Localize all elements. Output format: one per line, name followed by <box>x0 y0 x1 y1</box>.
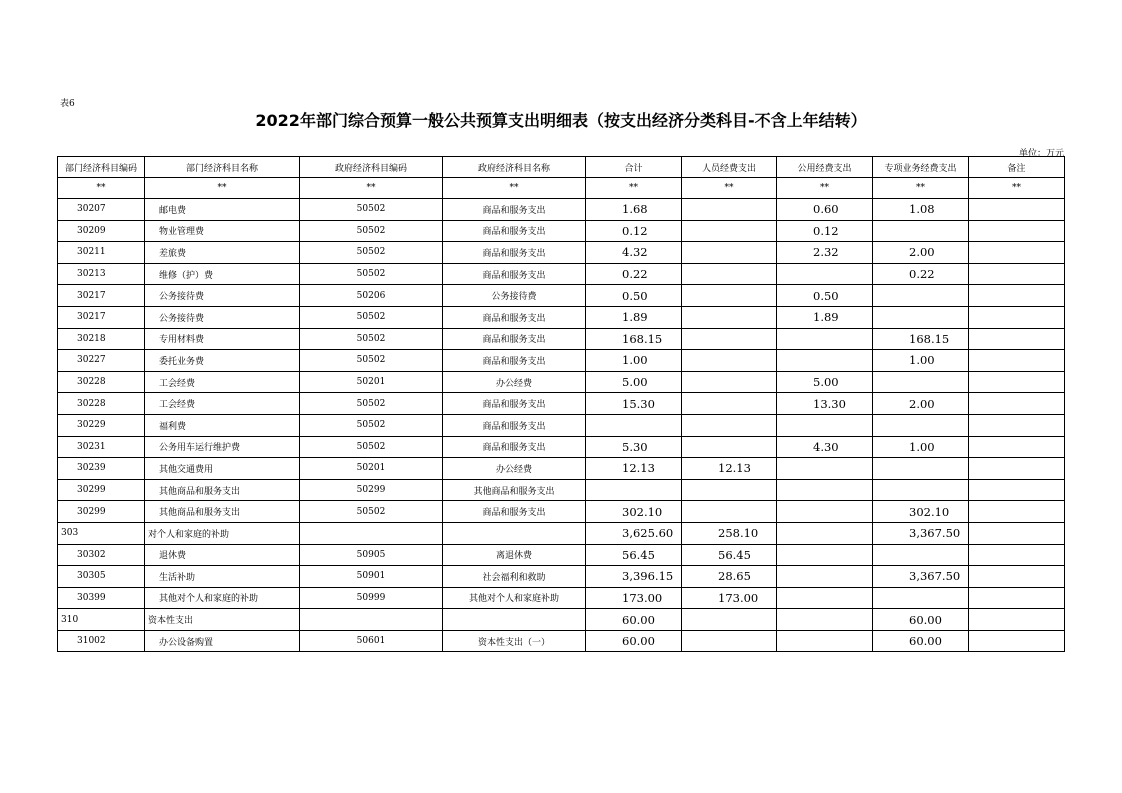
special-cell <box>873 414 969 436</box>
code-cell: 30229 <box>58 414 145 436</box>
remark-cell <box>969 242 1065 264</box>
remark-cell <box>969 350 1065 372</box>
gov-name-cell: 商品和服务支出 <box>443 501 586 523</box>
public-cell <box>777 566 873 588</box>
remark-cell <box>969 630 1065 652</box>
header-cell: 政府经济科目名称 <box>443 157 586 178</box>
personnel-cell <box>682 479 777 501</box>
remark-cell <box>969 414 1065 436</box>
personnel-cell: 56.45 <box>682 544 777 566</box>
gov-name-cell: 商品和服务支出 <box>443 414 586 436</box>
gov-name-cell: 商品和服务支出 <box>443 436 586 458</box>
budget-table <box>57 156 1065 652</box>
public-cell <box>777 263 873 285</box>
header-cell: 政府经济科目编码 <box>300 157 443 178</box>
name-cell: 对个人和家庭的补助 <box>145 522 300 544</box>
special-cell: 1.08 <box>873 199 969 221</box>
special-cell <box>873 371 969 393</box>
remark-cell <box>969 393 1065 415</box>
special-cell <box>873 544 969 566</box>
remark-cell <box>969 544 1065 566</box>
code-cell: 30207 <box>58 199 145 221</box>
remark-cell <box>969 458 1065 480</box>
name-cell: 差旅费 <box>145 242 300 264</box>
public-cell <box>777 609 873 631</box>
public-cell: 0.50 <box>777 285 873 307</box>
code-cell: 310 <box>58 609 145 631</box>
gov-name-cell: 商品和服务支出 <box>443 220 586 242</box>
total-cell: 60.00 <box>586 630 682 652</box>
total-cell: 15.30 <box>586 393 682 415</box>
table-row <box>58 458 1065 480</box>
name-cell: 专用材料费 <box>145 328 300 350</box>
gov-code-cell <box>300 609 443 631</box>
code-cell: 30228 <box>58 393 145 415</box>
gov-name-cell: 社会福利和救助 <box>443 566 586 588</box>
name-cell: 公务接待费 <box>145 285 300 307</box>
personnel-cell <box>682 220 777 242</box>
total-cell: 5.30 <box>586 436 682 458</box>
personnel-cell <box>682 371 777 393</box>
gov-name-cell: 商品和服务支出 <box>443 393 586 415</box>
total-cell: 3,625.60 <box>586 522 682 544</box>
remark-cell <box>969 609 1065 631</box>
gov-code-cell: 50299 <box>300 479 443 501</box>
special-cell <box>873 587 969 609</box>
header-row <box>58 157 1065 178</box>
name-cell: 委托业务费 <box>145 350 300 372</box>
public-cell: 13.30 <box>777 393 873 415</box>
table-row <box>58 630 1065 652</box>
total-cell: 12.13 <box>586 458 682 480</box>
marker-cell: ** <box>443 178 586 199</box>
table-row <box>58 501 1065 523</box>
gov-name-cell: 其他商品和服务支出 <box>443 479 586 501</box>
name-cell: 其他商品和服务支出 <box>145 479 300 501</box>
gov-code-cell: 50502 <box>300 199 443 221</box>
code-cell: 30217 <box>58 285 145 307</box>
personnel-cell <box>682 436 777 458</box>
name-cell: 工会经费 <box>145 371 300 393</box>
marker-cell: ** <box>145 178 300 199</box>
header-cell: 部门经济科目编码 <box>58 157 145 178</box>
total-cell: 168.15 <box>586 328 682 350</box>
gov-code-cell: 50502 <box>300 220 443 242</box>
gov-name-cell: 其他对个人和家庭补助 <box>443 587 586 609</box>
special-cell: 3,367.50 <box>873 566 969 588</box>
code-cell: 30231 <box>58 436 145 458</box>
special-cell <box>873 458 969 480</box>
gov-code-cell: 50502 <box>300 306 443 328</box>
personnel-cell <box>682 414 777 436</box>
table-row <box>58 306 1065 328</box>
public-cell: 2.32 <box>777 242 873 264</box>
code-cell: 30228 <box>58 371 145 393</box>
table-row <box>58 285 1065 307</box>
personnel-cell: 173.00 <box>682 587 777 609</box>
code-cell: 30399 <box>58 587 145 609</box>
special-cell: 302.10 <box>873 501 969 523</box>
total-cell: 1.68 <box>586 199 682 221</box>
personnel-cell <box>682 199 777 221</box>
remark-cell <box>969 220 1065 242</box>
table-group-row <box>58 609 1065 631</box>
table-row <box>58 436 1065 458</box>
gov-name-cell <box>443 609 586 631</box>
personnel-cell <box>682 393 777 415</box>
personnel-cell: 28.65 <box>682 566 777 588</box>
code-cell: 30299 <box>58 479 145 501</box>
code-cell: 30227 <box>58 350 145 372</box>
name-cell: 公务接待费 <box>145 306 300 328</box>
public-cell: 1.89 <box>777 306 873 328</box>
gov-code-cell: 50502 <box>300 350 443 372</box>
total-cell: 1.00 <box>586 350 682 372</box>
gov-code-cell: 50201 <box>300 458 443 480</box>
name-cell: 福利费 <box>145 414 300 436</box>
gov-code-cell: 50601 <box>300 630 443 652</box>
personnel-cell <box>682 501 777 523</box>
gov-name-cell: 资本性支出（一） <box>443 630 586 652</box>
remark-cell <box>969 566 1065 588</box>
remark-cell <box>969 501 1065 523</box>
remark-cell <box>969 263 1065 285</box>
gov-name-cell: 办公经费 <box>443 458 586 480</box>
special-cell <box>873 306 969 328</box>
personnel-cell <box>682 350 777 372</box>
gov-name-cell: 商品和服务支出 <box>443 328 586 350</box>
remark-cell <box>969 436 1065 458</box>
table-row <box>58 220 1065 242</box>
gov-code-cell: 50901 <box>300 566 443 588</box>
code-cell: 303 <box>58 522 145 544</box>
gov-name-cell: 离退休费 <box>443 544 586 566</box>
name-cell: 其他商品和服务支出 <box>145 501 300 523</box>
gov-code-cell <box>300 522 443 544</box>
public-cell <box>777 630 873 652</box>
code-cell: 30299 <box>58 501 145 523</box>
table-row <box>58 393 1065 415</box>
public-cell <box>777 501 873 523</box>
header-cell: 人员经费支出 <box>682 157 777 178</box>
code-cell: 30213 <box>58 263 145 285</box>
total-cell: 302.10 <box>586 501 682 523</box>
table-row <box>58 350 1065 372</box>
remark-cell <box>969 199 1065 221</box>
table-row <box>58 199 1065 221</box>
public-cell: 4.30 <box>777 436 873 458</box>
gov-code-cell: 50201 <box>300 371 443 393</box>
total-cell: 1.89 <box>586 306 682 328</box>
gov-code-cell: 50999 <box>300 587 443 609</box>
code-cell: 31002 <box>58 630 145 652</box>
name-cell: 公务用车运行维护费 <box>145 436 300 458</box>
name-cell: 物业管理费 <box>145 220 300 242</box>
marker-cell: ** <box>777 178 873 199</box>
special-cell <box>873 479 969 501</box>
personnel-cell <box>682 630 777 652</box>
gov-code-cell: 50502 <box>300 242 443 264</box>
name-cell: 工会经费 <box>145 393 300 415</box>
special-cell: 2.00 <box>873 393 969 415</box>
gov-code-cell: 50502 <box>300 328 443 350</box>
special-cell: 0.22 <box>873 263 969 285</box>
header-cell: 部门经济科目名称 <box>145 157 300 178</box>
code-cell: 30218 <box>58 328 145 350</box>
remark-cell <box>969 285 1065 307</box>
public-cell: 5.00 <box>777 371 873 393</box>
gov-name-cell: 商品和服务支出 <box>443 199 586 221</box>
name-cell: 邮电费 <box>145 199 300 221</box>
code-cell: 30211 <box>58 242 145 264</box>
header-cell: 专项业务经费支出 <box>873 157 969 178</box>
public-cell <box>777 479 873 501</box>
total-cell: 173.00 <box>586 587 682 609</box>
special-cell: 60.00 <box>873 630 969 652</box>
public-cell <box>777 458 873 480</box>
personnel-cell <box>682 242 777 264</box>
public-cell <box>777 414 873 436</box>
public-cell <box>777 544 873 566</box>
special-cell: 3,367.50 <box>873 522 969 544</box>
gov-name-cell: 商品和服务支出 <box>443 350 586 372</box>
personnel-cell <box>682 328 777 350</box>
gov-code-cell: 50502 <box>300 414 443 436</box>
marker-cell: ** <box>586 178 682 199</box>
public-cell <box>777 328 873 350</box>
special-cell: 1.00 <box>873 436 969 458</box>
header-cell: 备注 <box>969 157 1065 178</box>
gov-name-cell <box>443 522 586 544</box>
public-cell <box>777 587 873 609</box>
special-cell: 60.00 <box>873 609 969 631</box>
special-cell <box>873 220 969 242</box>
personnel-cell: 12.13 <box>682 458 777 480</box>
name-cell: 其他对个人和家庭的补助 <box>145 587 300 609</box>
total-cell: 5.00 <box>586 371 682 393</box>
name-cell: 办公设备购置 <box>145 630 300 652</box>
table-row <box>58 242 1065 264</box>
gov-code-cell: 50502 <box>300 436 443 458</box>
marker-cell: ** <box>58 178 145 199</box>
special-cell: 2.00 <box>873 242 969 264</box>
remark-cell <box>969 479 1065 501</box>
total-cell: 60.00 <box>586 609 682 631</box>
marker-cell: ** <box>969 178 1065 199</box>
special-cell: 1.00 <box>873 350 969 372</box>
name-cell: 退休费 <box>145 544 300 566</box>
code-cell: 30239 <box>58 458 145 480</box>
code-cell: 30305 <box>58 566 145 588</box>
gov-name-cell: 办公经费 <box>443 371 586 393</box>
total-cell: 4.32 <box>586 242 682 264</box>
marker-row <box>58 178 1065 199</box>
total-cell <box>586 479 682 501</box>
public-cell: 0.12 <box>777 220 873 242</box>
special-cell <box>873 285 969 307</box>
gov-name-cell: 商品和服务支出 <box>443 306 586 328</box>
total-cell: 0.22 <box>586 263 682 285</box>
personnel-cell <box>682 285 777 307</box>
special-cell: 168.15 <box>873 328 969 350</box>
gov-name-cell: 商品和服务支出 <box>443 242 586 264</box>
public-cell: 0.60 <box>777 199 873 221</box>
remark-cell <box>969 306 1065 328</box>
unit-label: 单位：万元 <box>1018 149 1064 159</box>
gov-code-cell: 50905 <box>300 544 443 566</box>
table-row <box>58 414 1065 436</box>
page-title: 2022年部门综合预算一般公共预算支出明细表（按支出经济分类科目-不含上年结转） <box>255 111 867 130</box>
gov-name-cell: 商品和服务支出 <box>443 263 586 285</box>
remark-cell <box>969 522 1065 544</box>
name-cell: 其他交通费用 <box>145 458 300 480</box>
gov-code-cell: 50502 <box>300 393 443 415</box>
table-number-label: 表6 <box>60 99 75 109</box>
table-row <box>58 328 1065 350</box>
total-cell: 3,396.15 <box>586 566 682 588</box>
code-cell: 30209 <box>58 220 145 242</box>
table-row <box>58 263 1065 285</box>
remark-cell <box>969 328 1065 350</box>
total-cell: 0.50 <box>586 285 682 307</box>
gov-code-cell: 50502 <box>300 263 443 285</box>
name-cell: 资本性支出 <box>145 609 300 631</box>
code-cell: 30217 <box>58 306 145 328</box>
total-cell: 0.12 <box>586 220 682 242</box>
personnel-cell <box>682 306 777 328</box>
public-cell <box>777 350 873 372</box>
public-cell <box>777 522 873 544</box>
personnel-cell <box>682 609 777 631</box>
name-cell: 生活补助 <box>145 566 300 588</box>
gov-name-cell: 公务接待费 <box>443 285 586 307</box>
header-cell: 公用经费支出 <box>777 157 873 178</box>
table-group-row <box>58 522 1065 544</box>
code-cell: 30302 <box>58 544 145 566</box>
total-cell: 56.45 <box>586 544 682 566</box>
marker-cell: ** <box>300 178 443 199</box>
table-row <box>58 544 1065 566</box>
total-cell <box>586 414 682 436</box>
remark-cell <box>969 587 1065 609</box>
table-row <box>58 587 1065 609</box>
name-cell: 维修（护）费 <box>145 263 300 285</box>
table-row <box>58 371 1065 393</box>
gov-code-cell: 50206 <box>300 285 443 307</box>
personnel-cell <box>682 263 777 285</box>
table-row <box>58 566 1065 588</box>
header-cell: 合计 <box>586 157 682 178</box>
marker-cell: ** <box>682 178 777 199</box>
remark-cell <box>969 371 1065 393</box>
table-row <box>58 479 1065 501</box>
personnel-cell: 258.10 <box>682 522 777 544</box>
gov-code-cell: 50502 <box>300 501 443 523</box>
marker-cell: ** <box>873 178 969 199</box>
